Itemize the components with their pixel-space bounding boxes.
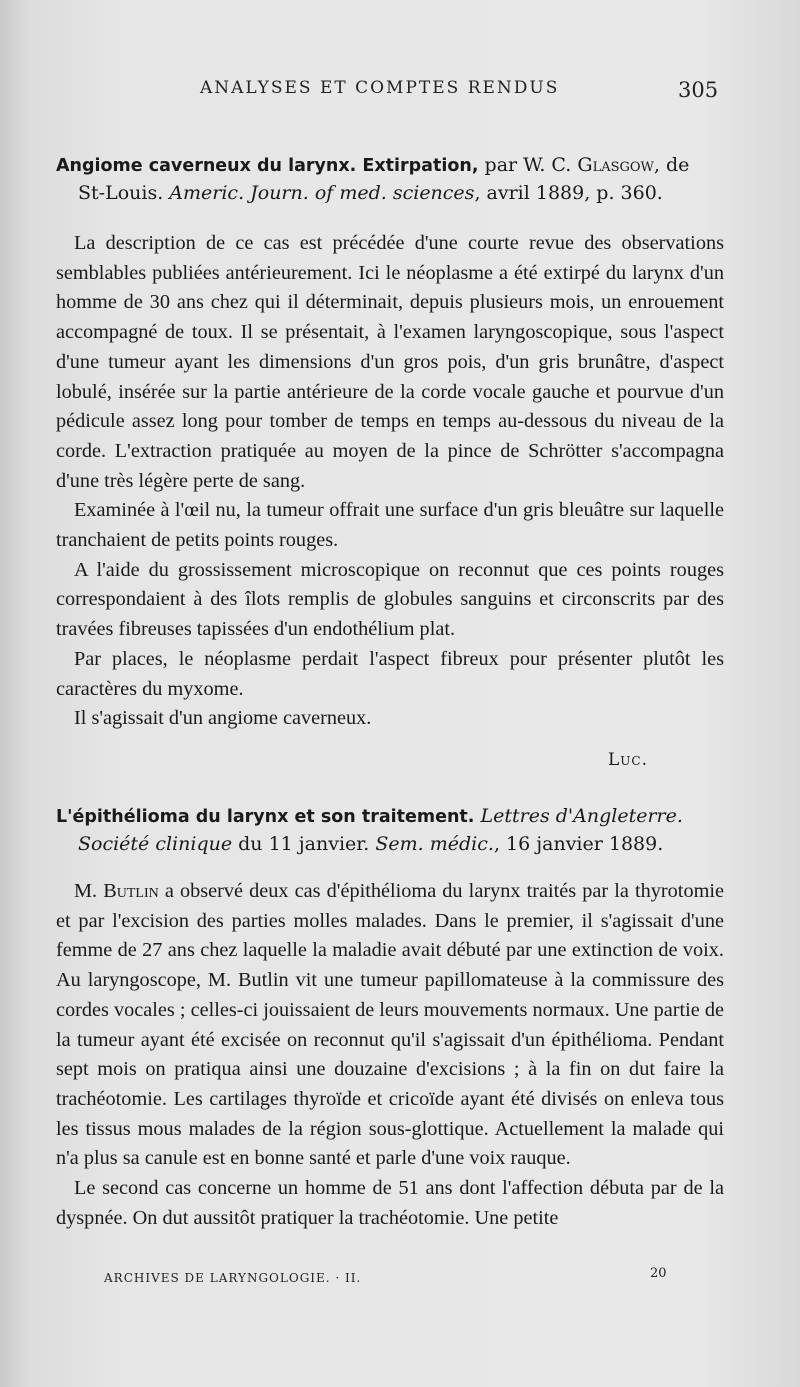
article-2-society: Société clinique <box>78 833 233 855</box>
article-2-journal: Sem. médic. <box>375 833 494 855</box>
footer-signature-mark: 20 <box>650 1266 667 1281</box>
article-1-title-rest: , de <box>653 154 690 176</box>
article-2-title-line-2 <box>56 831 724 858</box>
article-1-author: Glasgow <box>577 154 654 176</box>
page-number: 305 <box>678 78 719 102</box>
article-1-body <box>56 229 724 734</box>
article-1-title-bold: Angiome caverneux du larynx. Extirpation, <box>56 156 479 176</box>
article-2-paragraph-text: a observé deux cas d'épithélioma du larynx traités par la thyrotomie et par l'excision des parties molles malades. Dans le premier, il s'agissait d'une femme de 27 ans chez laquelle la maladie avait débuté par une extinction de voix. Au laryngoscope, M. Butlin vit une tumeur papillomateuse à la commissure des cordes vocales ; celles-ci jouissaient de leurs mouvements normaux. Une partie de la tumeur ayant été excisée on reconnut qu'il s'agissait d'un épithélioma. Pendant sept mois on pratiqua ainsi une douzaine d'excisions ; à la fin on dut faire la trachéotomie. Les cartilages thyroïde et cricoïde ayant été divisés on enleva tous les tissus mous malades de la région sous-glottique. Actuellement la malade qui n'a plus sa canule est en bonne santé et parle d'une voix rauque. <box>56 880 724 1170</box>
article-2-paragraph <box>56 877 724 1174</box>
article-1-journal: Americ. Journ. of med. sciences <box>169 182 475 204</box>
article-2-prefix: M. <box>74 880 98 902</box>
article-1-citation: , avril 1889, p. 360. <box>474 182 663 204</box>
running-header: ANALYSES ET COMPTES RENDUS <box>200 78 560 98</box>
article-1-title-line-1 <box>56 152 724 180</box>
article-1-title-by: par W. C. <box>484 154 572 176</box>
article-1-paragraph: Examinée à l'œil nu, la tumeur offrait une surface d'un gris bleuâtre sur laquelle tranchaient de petits points rouges. <box>56 499 724 552</box>
article-1-paragraph: La description de ce cas est précédée d'une courte revue des observations semblables publiées antérieurement. Ici le néoplasme a été extirpé du larynx d'un homme de 30 ans chez qui il déterminait, depuis plusieurs mois, un enrouement accompagné de toux. Il se présentait, à l'examen laryngoscopique, sous l'aspect d'une tumeur ayant les dimensions d'un gros pois, d'un gris brunâtre, d'aspect lobulé, insérée sur la partie antérieure de la corde vocale gauche et pourvue d'un pédicule assez long pour tomber de temps en temps au-dessous du niveau de la corde. L'extraction pratiquée au moyen de la pince de Schrötter s'accompagna d'une très légère perte de sang. <box>56 232 724 492</box>
article-1-signature: Luc. <box>608 750 648 770</box>
article-2-date: du 11 janvier. <box>238 833 370 855</box>
article-2-citation: , 16 janvier 1889. <box>493 833 664 855</box>
article-2-title <box>56 803 724 858</box>
article-1-title-line-2 <box>56 180 724 207</box>
article-1-paragraph: A l'aide du grossissement microscopique on reconnut que ces points rouges correspondaient à des îlots remplis de globules sanguins et circonscrits par des travées fibreuses tapissées d'un endothélium plat. <box>56 558 724 641</box>
article-2-title-italic: Lettres d'Angleterre. <box>480 805 683 827</box>
article-1-title <box>56 152 724 207</box>
article-2-author: Butlin <box>103 880 159 902</box>
article-1-origin: St-Louis. <box>78 182 164 204</box>
article-2-title-bold: L'épithélioma du larynx et son traitement. <box>56 807 475 827</box>
article-2-body <box>56 877 724 1233</box>
article-1-paragraph: Par places, le néoplasme perdait l'aspect fibreux pour présenter plutôt les caractères du myxome. <box>56 647 724 700</box>
article-2-title-line-1 <box>56 803 724 831</box>
article-2-paragraph: Le second cas concerne un homme de 51 ans dont l'affection débuta par de la dyspnée. On dut aussitôt pratiquer la trachéotomie. Une petite <box>56 1177 724 1229</box>
footer-journal-name: ARCHIVES DE LARYNGOLOGIE. · II. <box>104 1271 362 1285</box>
article-1-paragraph: Il s'agissait d'un angiome caverneux. <box>74 707 372 730</box>
